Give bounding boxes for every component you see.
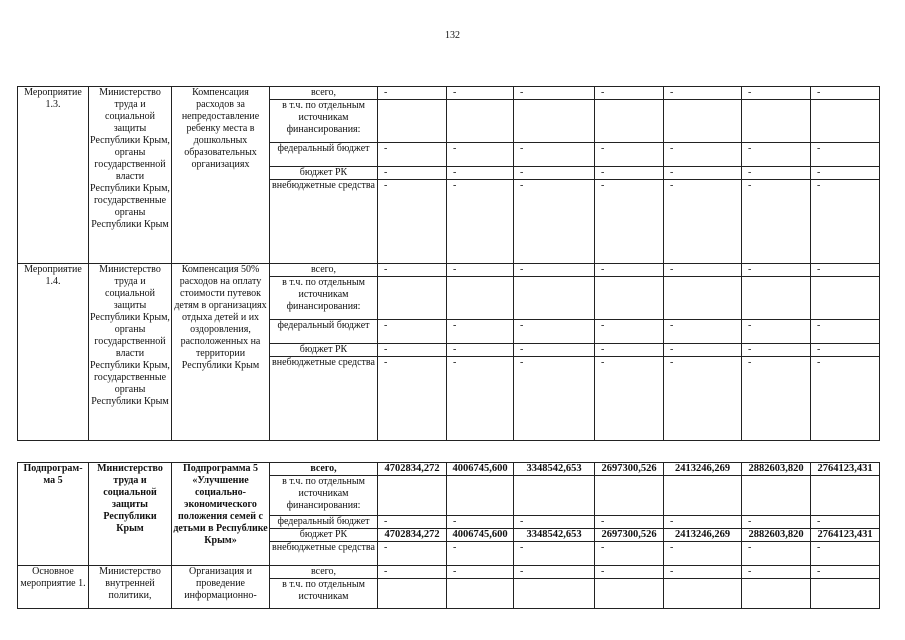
funding-value-cell <box>742 476 811 516</box>
funding-value-cell: - <box>447 542 514 566</box>
funding-value-cell <box>447 277 514 320</box>
funding-value-cell <box>595 476 664 516</box>
funding-source-cell: всего, <box>270 87 378 100</box>
funding-table-section-1 <box>17 86 880 441</box>
funding-value-cell: - <box>595 566 664 579</box>
funding-value-cell: - <box>378 542 447 566</box>
funding-value-cell: - <box>378 180 447 264</box>
funding-value-cell: - <box>514 143 595 167</box>
funding-value-cell: 2764123,431 <box>811 529 880 542</box>
funding-value-cell <box>514 579 595 609</box>
measure-name-cell: Подпрограмма 5 «Улучшение социально-экономического положения семей с детьми в Республике Крым» <box>172 463 270 566</box>
funding-row <box>18 463 880 476</box>
page-number: 132 <box>445 30 460 41</box>
funding-value-cell: - <box>514 87 595 100</box>
funding-source-cell: бюджет РК <box>270 344 378 357</box>
funding-value-cell: - <box>595 516 664 529</box>
funding-row <box>18 566 880 579</box>
funding-value-cell: - <box>811 357 880 441</box>
measure-code-cell: Мероприятие 1.3. <box>18 87 89 264</box>
funding-value-cell <box>742 579 811 609</box>
measure-name-cell: Организация и проведение информационно- <box>172 566 270 609</box>
funding-value-cell: - <box>664 143 742 167</box>
funding-value-cell: - <box>811 542 880 566</box>
measure-code-cell: Подпрограм-ма 5 <box>18 463 89 566</box>
funding-source-cell: внебюджетные средства <box>270 357 378 441</box>
funding-value-cell: - <box>811 264 880 277</box>
funding-value-cell: 2882603,820 <box>742 463 811 476</box>
funding-value-cell: 4702834,272 <box>378 463 447 476</box>
funding-value-cell <box>447 100 514 143</box>
funding-value-cell: - <box>664 516 742 529</box>
measure-code-cell: Основное мероприятие 1. <box>18 566 89 609</box>
funding-value-cell: - <box>447 264 514 277</box>
funding-source-cell: всего, <box>270 566 378 579</box>
funding-value-cell: - <box>742 566 811 579</box>
funding-value-cell: - <box>664 264 742 277</box>
funding-value-cell: - <box>378 167 447 180</box>
funding-value-cell <box>595 100 664 143</box>
executor-cell: Министерство труда и социальной защиты Республики Крым <box>89 463 172 566</box>
executor-cell: Министерство труда и социальной защиты Республики Крым, органы государственной власти Республики Крым, государственные органы Республики Крым <box>89 264 172 441</box>
funding-value-cell: - <box>378 87 447 100</box>
funding-value-cell <box>378 579 447 609</box>
funding-value-cell: - <box>811 566 880 579</box>
funding-value-cell: - <box>514 167 595 180</box>
funding-value-cell: - <box>595 357 664 441</box>
funding-value-cell: - <box>514 320 595 344</box>
funding-source-cell: федеральный бюджет <box>270 320 378 344</box>
funding-value-cell: - <box>811 87 880 100</box>
funding-value-cell <box>378 277 447 320</box>
funding-value-cell: - <box>742 320 811 344</box>
funding-value-cell: - <box>595 264 664 277</box>
funding-value-cell: - <box>514 542 595 566</box>
funding-value-cell: 4006745,600 <box>447 463 514 476</box>
funding-value-cell: - <box>447 357 514 441</box>
measure-name-cell: Компенсация 50% расходов на оплату стоимости путевок детям в организациях отдыха детей и их оздоровления, расположенных на территории Республики Крым <box>172 264 270 441</box>
funding-source-cell: федеральный бюджет <box>270 143 378 167</box>
funding-value-cell: - <box>595 320 664 344</box>
funding-value-cell: 3348542,653 <box>514 463 595 476</box>
funding-source-cell: в т.ч. по отдельным источникам финансирования: <box>270 277 378 320</box>
funding-value-cell: - <box>811 516 880 529</box>
funding-value-cell: - <box>378 344 447 357</box>
funding-value-cell <box>514 100 595 143</box>
funding-value-cell: - <box>378 516 447 529</box>
funding-value-cell: - <box>742 264 811 277</box>
funding-source-cell: всего, <box>270 463 378 476</box>
funding-value-cell: - <box>514 264 595 277</box>
funding-value-cell: 2413246,269 <box>664 529 742 542</box>
funding-value-cell <box>811 476 880 516</box>
funding-source-cell: всего, <box>270 264 378 277</box>
funding-source-cell: в т.ч. по отдельным источникам <box>270 579 378 609</box>
funding-value-cell: - <box>811 180 880 264</box>
funding-value-cell <box>742 100 811 143</box>
funding-value-cell <box>514 277 595 320</box>
funding-value-cell: 2697300,526 <box>595 529 664 542</box>
funding-value-cell: - <box>514 566 595 579</box>
funding-value-cell: - <box>742 357 811 441</box>
funding-value-cell: - <box>447 167 514 180</box>
funding-value-cell <box>514 476 595 516</box>
funding-value-cell: - <box>378 357 447 441</box>
funding-value-cell: - <box>664 344 742 357</box>
executor-cell: Министерство труда и социальной защиты Республики Крым, органы государственной власти Республики Крым, государственные органы Республики Крым <box>89 87 172 264</box>
funding-value-cell: - <box>742 143 811 167</box>
funding-value-cell <box>447 476 514 516</box>
funding-value-cell: - <box>811 167 880 180</box>
funding-source-cell: бюджет РК <box>270 167 378 180</box>
funding-value-cell: - <box>664 566 742 579</box>
funding-value-cell: - <box>447 516 514 529</box>
funding-value-cell: - <box>595 344 664 357</box>
funding-value-cell: 4702834,272 <box>378 529 447 542</box>
funding-value-cell: - <box>742 344 811 357</box>
funding-value-cell: 2413246,269 <box>664 463 742 476</box>
funding-value-cell <box>664 579 742 609</box>
funding-value-cell: - <box>595 180 664 264</box>
funding-value-cell: - <box>378 320 447 344</box>
funding-value-cell: 2882603,820 <box>742 529 811 542</box>
funding-value-cell: 2764123,431 <box>811 463 880 476</box>
funding-value-cell <box>378 476 447 516</box>
funding-value-cell <box>664 100 742 143</box>
funding-value-cell: - <box>742 542 811 566</box>
funding-row <box>18 264 880 277</box>
funding-value-cell <box>811 579 880 609</box>
funding-source-cell: внебюджетные средства <box>270 542 378 566</box>
funding-value-cell: - <box>514 357 595 441</box>
funding-value-cell <box>664 277 742 320</box>
funding-value-cell <box>811 100 880 143</box>
funding-value-cell: - <box>595 87 664 100</box>
funding-value-cell: - <box>378 566 447 579</box>
funding-source-cell: в т.ч. по отдельным источникам финансирования: <box>270 100 378 143</box>
funding-source-cell: в т.ч. по отдельным источникам финансирования: <box>270 476 378 516</box>
funding-value-cell: - <box>595 542 664 566</box>
funding-value-cell: - <box>447 320 514 344</box>
funding-value-cell: - <box>514 344 595 357</box>
funding-value-cell: - <box>811 320 880 344</box>
funding-value-cell: - <box>378 143 447 167</box>
funding-value-cell: - <box>447 143 514 167</box>
funding-value-cell: 3348542,653 <box>514 529 595 542</box>
funding-value-cell <box>447 579 514 609</box>
funding-value-cell: - <box>447 87 514 100</box>
funding-value-cell <box>378 100 447 143</box>
funding-value-cell: - <box>664 180 742 264</box>
funding-value-cell: - <box>447 180 514 264</box>
funding-value-cell: - <box>742 516 811 529</box>
funding-value-cell: 2697300,526 <box>595 463 664 476</box>
funding-row <box>18 87 880 100</box>
funding-value-cell: - <box>664 357 742 441</box>
funding-source-cell: внебюджетные средства <box>270 180 378 264</box>
funding-value-cell: - <box>811 344 880 357</box>
funding-value-cell: - <box>595 143 664 167</box>
funding-value-cell: - <box>514 180 595 264</box>
funding-value-cell: 4006745,600 <box>447 529 514 542</box>
funding-table-section-2 <box>17 462 880 609</box>
funding-value-cell: - <box>447 344 514 357</box>
funding-value-cell: - <box>811 143 880 167</box>
funding-source-cell: федеральный бюджет <box>270 516 378 529</box>
funding-value-cell <box>811 277 880 320</box>
executor-cell: Министерство внутренней политики, <box>89 566 172 609</box>
measure-code-cell: Мероприятие 1.4. <box>18 264 89 441</box>
funding-value-cell: - <box>447 566 514 579</box>
funding-value-cell: - <box>595 167 664 180</box>
funding-value-cell: - <box>742 167 811 180</box>
funding-value-cell <box>664 476 742 516</box>
funding-value-cell: - <box>742 180 811 264</box>
funding-value-cell: - <box>664 542 742 566</box>
funding-value-cell: - <box>664 320 742 344</box>
funding-value-cell <box>595 579 664 609</box>
funding-value-cell <box>742 277 811 320</box>
funding-source-cell: бюджет РК <box>270 529 378 542</box>
funding-value-cell: - <box>742 87 811 100</box>
funding-value-cell: - <box>514 516 595 529</box>
measure-name-cell: Компенсация расходов за непредоставление ребенку места в дошкольных образовательных организациях <box>172 87 270 264</box>
funding-value-cell: - <box>664 87 742 100</box>
funding-value-cell: - <box>378 264 447 277</box>
funding-value-cell <box>595 277 664 320</box>
funding-value-cell: - <box>664 167 742 180</box>
